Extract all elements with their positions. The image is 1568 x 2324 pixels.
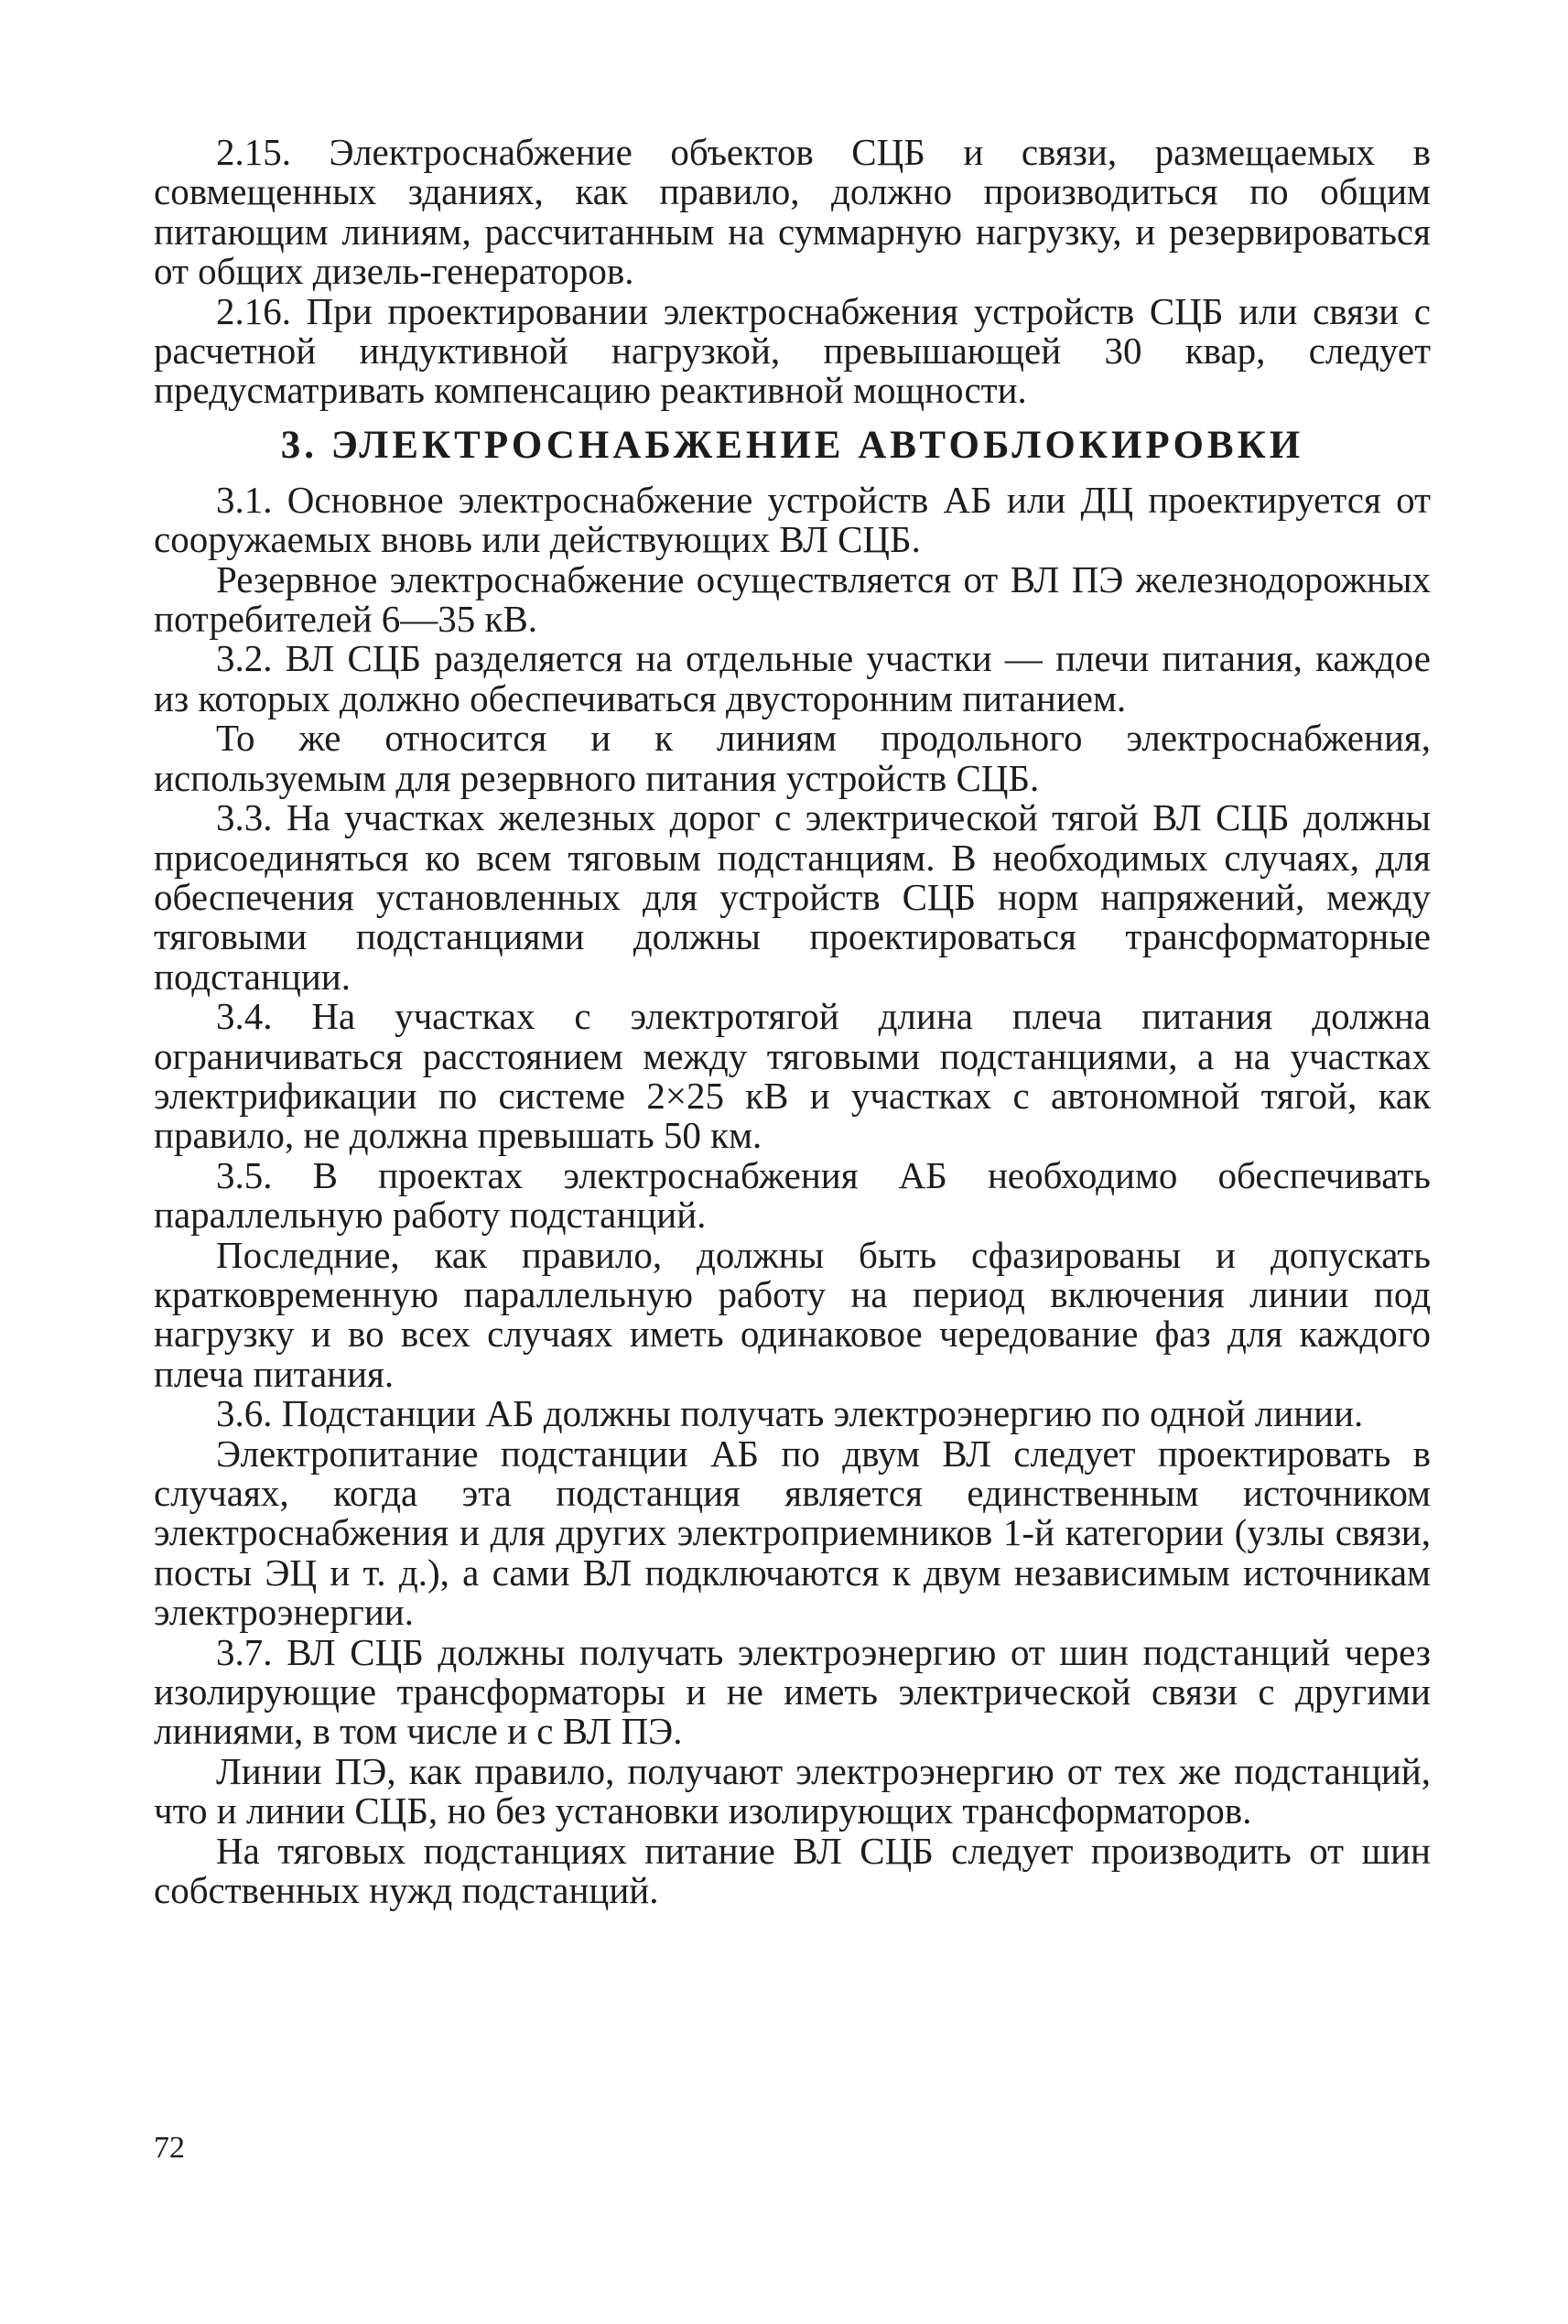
paragraph-3-6: 3.6. Подстанции АБ должны получать электроэнергию по одной линии.	[216, 1392, 1364, 1435]
paragraph-two-lines-supply: Электропитание подстанции АБ по двум ВЛ следует проектировать в случаях, когда эта подстанция является единственным источником электроснабжения и для других электроприемников 1-й категории (узлы связи, посты ЭЦ и т. д.), а сами ВЛ подключаются к двум независимым источникам электроэнергии.	[154, 1432, 1431, 1634]
paragraph-3-1: 3.1. Основное электроснабжение устройств АБ или ДЦ проектируется от сооружаемых вновь или действующих ВЛ СЦБ.	[154, 478, 1431, 561]
paragraph-traction-substations: На тяговых подстанциях питание ВЛ СЦБ следует производить от шин собственных нужд подстанций.	[154, 1829, 1431, 1912]
paragraph-3-3: 3.3. На участках железных дорог с электрической тягой ВЛ СЦБ должны присоединяться ко всем тяговым подстанциям. В необходимых случаях, для обеспечения установленных для устройств СЦБ норм напряжений, между тяговыми подстанциями должны проектироваться трансформаторные подстанции.	[154, 796, 1431, 998]
paragraph-2-16: 2.16. При проектировании электроснабжения устройств СЦБ или связи с расчетной индуктивной нагрузкой, превышающей 30 квар, следует предусматривать компенсацию реактивной мощности.	[154, 289, 1431, 412]
paragraph-3-4: 3.4. На участках с электротягой длина плеча питания должна ограничиваться расстоянием между тяговыми подстанциями, а на участках электрификации по системе 2×25 кВ и участках с автономной тягой, как правило, не должна превышать 50 км.	[154, 995, 1431, 1157]
paragraph-longitudinal-lines: То же относится и к линиям продольного электроснабжения, используемым для резервного питания устройств СЦБ.	[154, 717, 1431, 799]
page-number: 72	[154, 2131, 185, 2165]
paragraph-2-15: 2.15. Электроснабжение объектов СЦБ и связи, размещаемых в совмещенных зданиях, как правило, должно производиться по общим питающим линиям, рассчитанным на суммарную нагрузку, и резервироваться от общих дизель-генераторов.	[154, 131, 1431, 293]
paragraph-pe-lines: Линии ПЭ, как правило, получают электроэнергию от тех же подстанций, что и линии СЦБ, но без установки изолирующих трансформаторов.	[154, 1749, 1431, 1832]
paragraph-phasing: Последние, как правило, должны быть сфазированы и допускать кратковременную параллельную работу на период включения линии под нагрузку и во всех случаях иметь одинаковое чередование фаз для каждого плеча питания.	[154, 1233, 1431, 1395]
section-heading: 3. ЭЛЕКТРОСНАБЖЕНИЕ АВТОБЛОКИРОВКИ	[280, 423, 1304, 467]
document-page	[154, 133, 1431, 1910]
paragraph-3-2: 3.2. ВЛ СЦБ разделяется на отдельные участки — плечи питания, каждое из которых должно обеспечиваться двусторонним питанием.	[154, 637, 1431, 719]
paragraph-3-7: 3.7. ВЛ СЦБ должны получать электроэнергию от шин подстанций через изолирующие трансформаторы и не иметь электрической связи с другими линиями, в том числе и с ВЛ ПЭ.	[154, 1630, 1431, 1753]
paragraph-reserve-supply: Резервное электроснабжение осуществляется от ВЛ ПЭ железнодорожных потребителей 6—35 кВ.	[154, 557, 1431, 641]
paragraph-3-5: 3.5. В проектах электроснабжения АБ необходимо обеспечивать параллельную работу подстанций.	[154, 1153, 1431, 1237]
